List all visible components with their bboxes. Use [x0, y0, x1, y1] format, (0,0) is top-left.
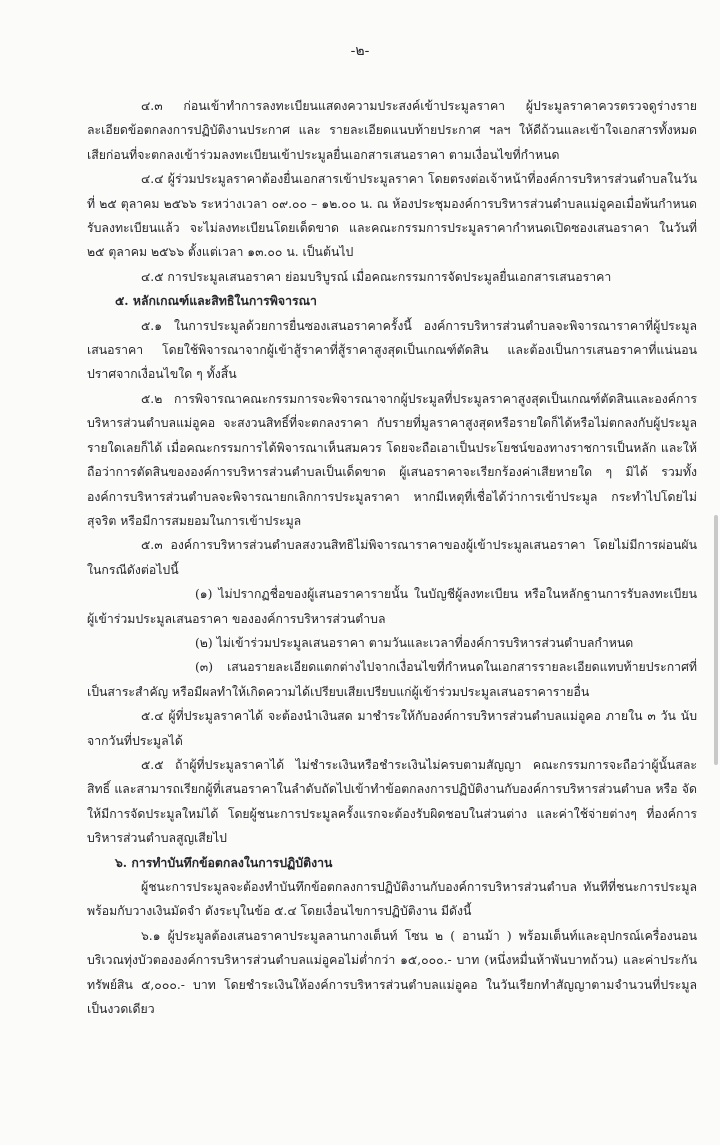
section-5-heading: ๕. หลักเกณฑ์และสิทธิในการพิจารณา [115, 293, 317, 309]
paragraph-4-5: ๔.๕ การประมูลเสนอราคา ย่อมบริบูรณ์ เมื่อคณะกรรมการจัดประมูลยื่นเอกสารเสนอราคา [141, 269, 612, 284]
paragraph-6-1: ๖.๑ ผู้ประมูลต้องเสนอราคาประมูลลานกางเต็นท์ โซน ๒ ( อานม้า ) พร้อมเต็นท์และอุปกรณ์เครื่องนอน บริเวณทุ่งบัวตององค์การบริหารส่วนตำบลแม่อูคอไม่ต่ำกว่า ๑๕,๐๐๐.- บาท (หนึ่งหมื่นห้าพันบาทถ้วน) และค่าประกันทรัพย์สิน ๕,๐๐๐.- บาท โดยชำระเงินให้องค์การบริหารส่วนตำบลแม่อูคอ ในวันเรียกทำสัญญาตามจำนวนที่ประมูลเป็นงวดเดียว [87, 928, 697, 1017]
paragraph-4-3: ๔.๓ ก่อนเข้าทำการลงทะเบียนแสดงความประสงค์เข้าประมูลราคา ผู้ประมูลราคาควรตรวจดูร่างรายละเอียดข้อตกลงการปฏิบัติงานประกาศ และ รายละเอียดแนบท้ายประกาศ ฯลฯ ให้ดีถ้วนและเข้าใจเอกสารทั้งหมดเสียก่อนที่จะตกลงเข้าร่วมลงทะเบียนเข้าประมูลยื่นเอกสารเสนอราคา ตามเงื่อนไขที่กำหนด [87, 99, 697, 162]
paragraph-4-4: ๔.๔ ผู้ร่วมประมูลราคาต้องยื่นเอกสารเข้าประมูลราคา โดยตรงต่อเจ้าหน้าที่องค์การบริหารส่วนตำบลในวันที่ ๒๕ ตุลาคม ๒๕๖๖ ระหว่างเวลา ๐๙.๐๐ – ๑๒.๐๐ น. ณ ห้องประชุมองค์การบริหารส่วนตำบลแม่อูคอเมื่อพ้นกำหนดรับลงทะเบียนแล้ว จะไม่ลงทะเบียนโดยเด็ดขาด และคณะกรรมการประมูลราคากำหนดเปิดซองเสนอราคา ในวันที่ ๒๕ ตุลาคม ๒๕๖๖ ตั้งแต่เวลา ๑๓.๐๐ น. เป็นต้นไป [87, 172, 697, 260]
paragraph-5-3-1: (๑) ไม่ปรากฏชื่อของผู้เสนอราคารายนั้น ในบัญชีผู้ลงทะเบียน หรือในหลักฐานการรับลงทะเบียนผู้เข้าร่วมประมูลเสนอราคา ขององค์การบริหารส่วนตำบล [87, 587, 697, 626]
paragraph-5-2: ๕.๒ การพิจารณาคณะกรรมการจะพิจารณาจากผู้ประมูลที่ประมูลราคาสูงสุดเป็นเกณฑ์ตัดสินและองค์การบริหารส่วนตำบลแม่อูคอ จะสงวนสิทธิ์ที่จะตกลงราคา กับรายที่มูลราคาสูงสุดหรือรายใดก็ได้หรือไม่ตกลงกับผู้ประมูลรายใดเลยก็ได้ เมื่อคณะกรรมการได้พิจารณาเห็นสมควร โดยจะถือเอาเป็นประโยชน์ของทางราชการเป็นหลัก และให้ถือว่าการตัดสินขององค์การบริหารส่วนตำบลเป็นเด็ดขาด ผู้เสนอราคาจะเรียกร้องค่าเสียหายใด ๆ มิได้ รวมทั้งองค์การบริหารส่วนตำบลจะพิจารณายกเลิกการประมูลราคา หากมีเหตุที่เชื่อได้ว่าการเข้าประมูล กระทำไปโดยไม่สุจริต หรือมีการสมยอมในการเข้าประมูล [87, 391, 697, 528]
section-6-heading: ๖. การทำบันทึกข้อตกลงในการปฏิบัติงาน [115, 854, 333, 870]
paragraph-5-5: ๕.๕ ถ้าผู้ที่ประมูลราคาได้ ไม่ชำระเงินหรือชำระเงินไม่ครบตามสัญญา คณะกรรมการจะถือว่าผู้นั้นสละสิทธิ์ และสามารถเรียกผู้ที่เสนอราคาในลำดับถัดไปเข้าทำข้อตกลงการปฏิบัติงานกับองค์การบริหารส่วนตำบล หรือ จัดให้มีการจัดประมูลใหม่ได้ โดยผู้ชนะการประมูลครั้งแรกจะต้องรับผิดชอบในส่วนต่าง และค่าใช้จ่ายต่างๆ ที่องค์การบริหารส่วนตำบลสูญเสียไป [87, 757, 697, 846]
paragraph-5-1: ๕.๑ ในการประมูลด้วยการยื่นซองเสนอราคาครั้งนี้ องค์การบริหารส่วนตำบลจะพิจารณาราคาที่ผู้ประมูลเสนอราคา โดยใช้พิจารณาจากผู้เข้าสู้ราคาที่สู้ราคาสูงสุดเป็นเกณฑ์ตัดสิน และต้องเป็นการเสนอราคาที่แน่นอน ปราศจากเงื่อนไขใด ๆ ทั้งสิ้น [87, 318, 697, 382]
paragraph-5-3-2: (๒) ไม่เข้าร่วมประมูลเสนอราคา ตามวันและเวลาที่องค์การบริหารส่วนตำบลกำหนด [195, 635, 634, 650]
page-number: -๒- [350, 43, 370, 59]
paragraph-6-intro: ผู้ชนะการประมูลจะต้องทำบันทึกข้อตกลงการปฏิบัติงานกับองค์การบริหารส่วนตำบล ทันทีที่ชนะการประมูล พร้อมกับวางเงินมัดจำ ดังระบุในข้อ ๕.๔ โดยเงื่อนไขการปฏิบัติงาน มีดังนี้ [87, 880, 697, 919]
scrollbar-thumb[interactable] [714, 515, 718, 765]
paragraph-5-3: ๕.๓ องค์การบริหารส่วนตำบลสงวนสิทธิไม่พิจารณาราคาของผู้เข้าประมูลเสนอราคา โดยไม่มีการผ่อนผัน ในกรณีดังต่อไปนี้ [87, 538, 697, 577]
paragraph-5-3-3: (๓) เสนอรายละเอียดแตกต่างไปจากเงื่อนไขที่กำหนดในเอกสารรายละเอียดแทบท้ายประกาศที่เป็นสาระสำคัญ หรือมีผลทำให้เกิดความได้เปรียบเสียเปรียบแก่ผู้เข้าร่วมประมูลเสนอราคารายอื่น [87, 660, 697, 699]
document-body [87, 94, 697, 1021]
paragraph-5-4: ๕.๔ ผู้ที่ประมูลราคาได้ จะต้องนำเงินสด มาชำระให้กับองค์การบริหารส่วนตำบลแม่อูคอ ภายใน ๓ วัน นับจากวันที่ประมูลได้ [87, 709, 697, 748]
